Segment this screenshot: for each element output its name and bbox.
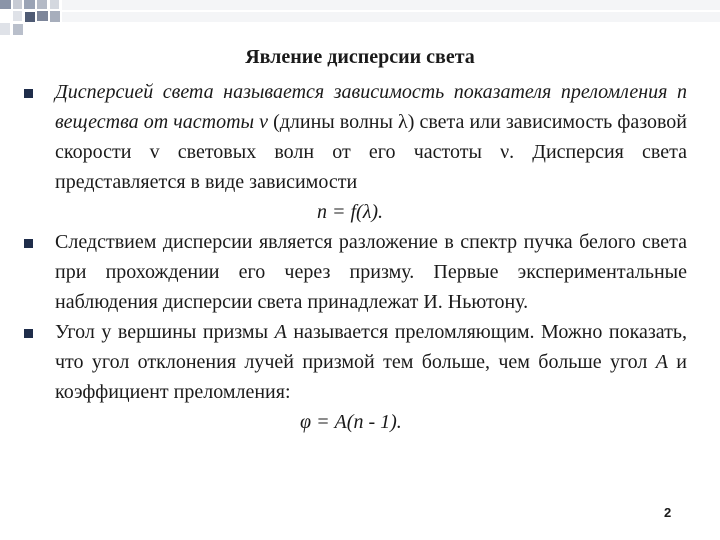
- prism-text-a: Угол у вершины призмы: [55, 321, 275, 343]
- prism-angle-var: A: [274, 321, 287, 343]
- list-item-consequence: [55, 227, 687, 317]
- consequence-text: Следствием дисперсии является разложение в спектр пучка белого света при прохождении его через призму. Первые экспериментальные наблюдения дисперсии света принадлежат И. Ньютону.: [55, 231, 687, 313]
- list-item-prism-angle: [55, 317, 687, 407]
- bullet-square-icon: [24, 329, 33, 338]
- definition-italic-text: Дисперсией света называется зависимость показателя преломления n вещества от частоты ν: [55, 81, 687, 133]
- bullet-square-icon: [24, 239, 33, 248]
- slide-title: Явление дисперсии света: [245, 46, 475, 68]
- definition-text: (длины волны λ) света или зависимость фазовой скорости v световых волн от его частоты ν. Дисперсия света представляется в виде зависимости: [55, 111, 687, 193]
- prism-text-b: называется преломляющим. Можно показать, что угол отклонения лучей призмой тем больше, чем больше угол: [55, 321, 687, 373]
- prism-angle-var: A: [655, 351, 668, 373]
- prism-text-c: и коэффициент преломления:: [55, 351, 688, 403]
- list-item-definition: [55, 77, 687, 197]
- formula-dispersion: n = f(λ).: [317, 201, 384, 223]
- slide-content: [55, 77, 687, 437]
- page-number: 2: [664, 505, 672, 520]
- decorative-squares-pattern: [0, 0, 720, 40]
- bullet-square-icon: [24, 89, 33, 98]
- formula-deviation: φ = A(n - 1).: [300, 411, 402, 433]
